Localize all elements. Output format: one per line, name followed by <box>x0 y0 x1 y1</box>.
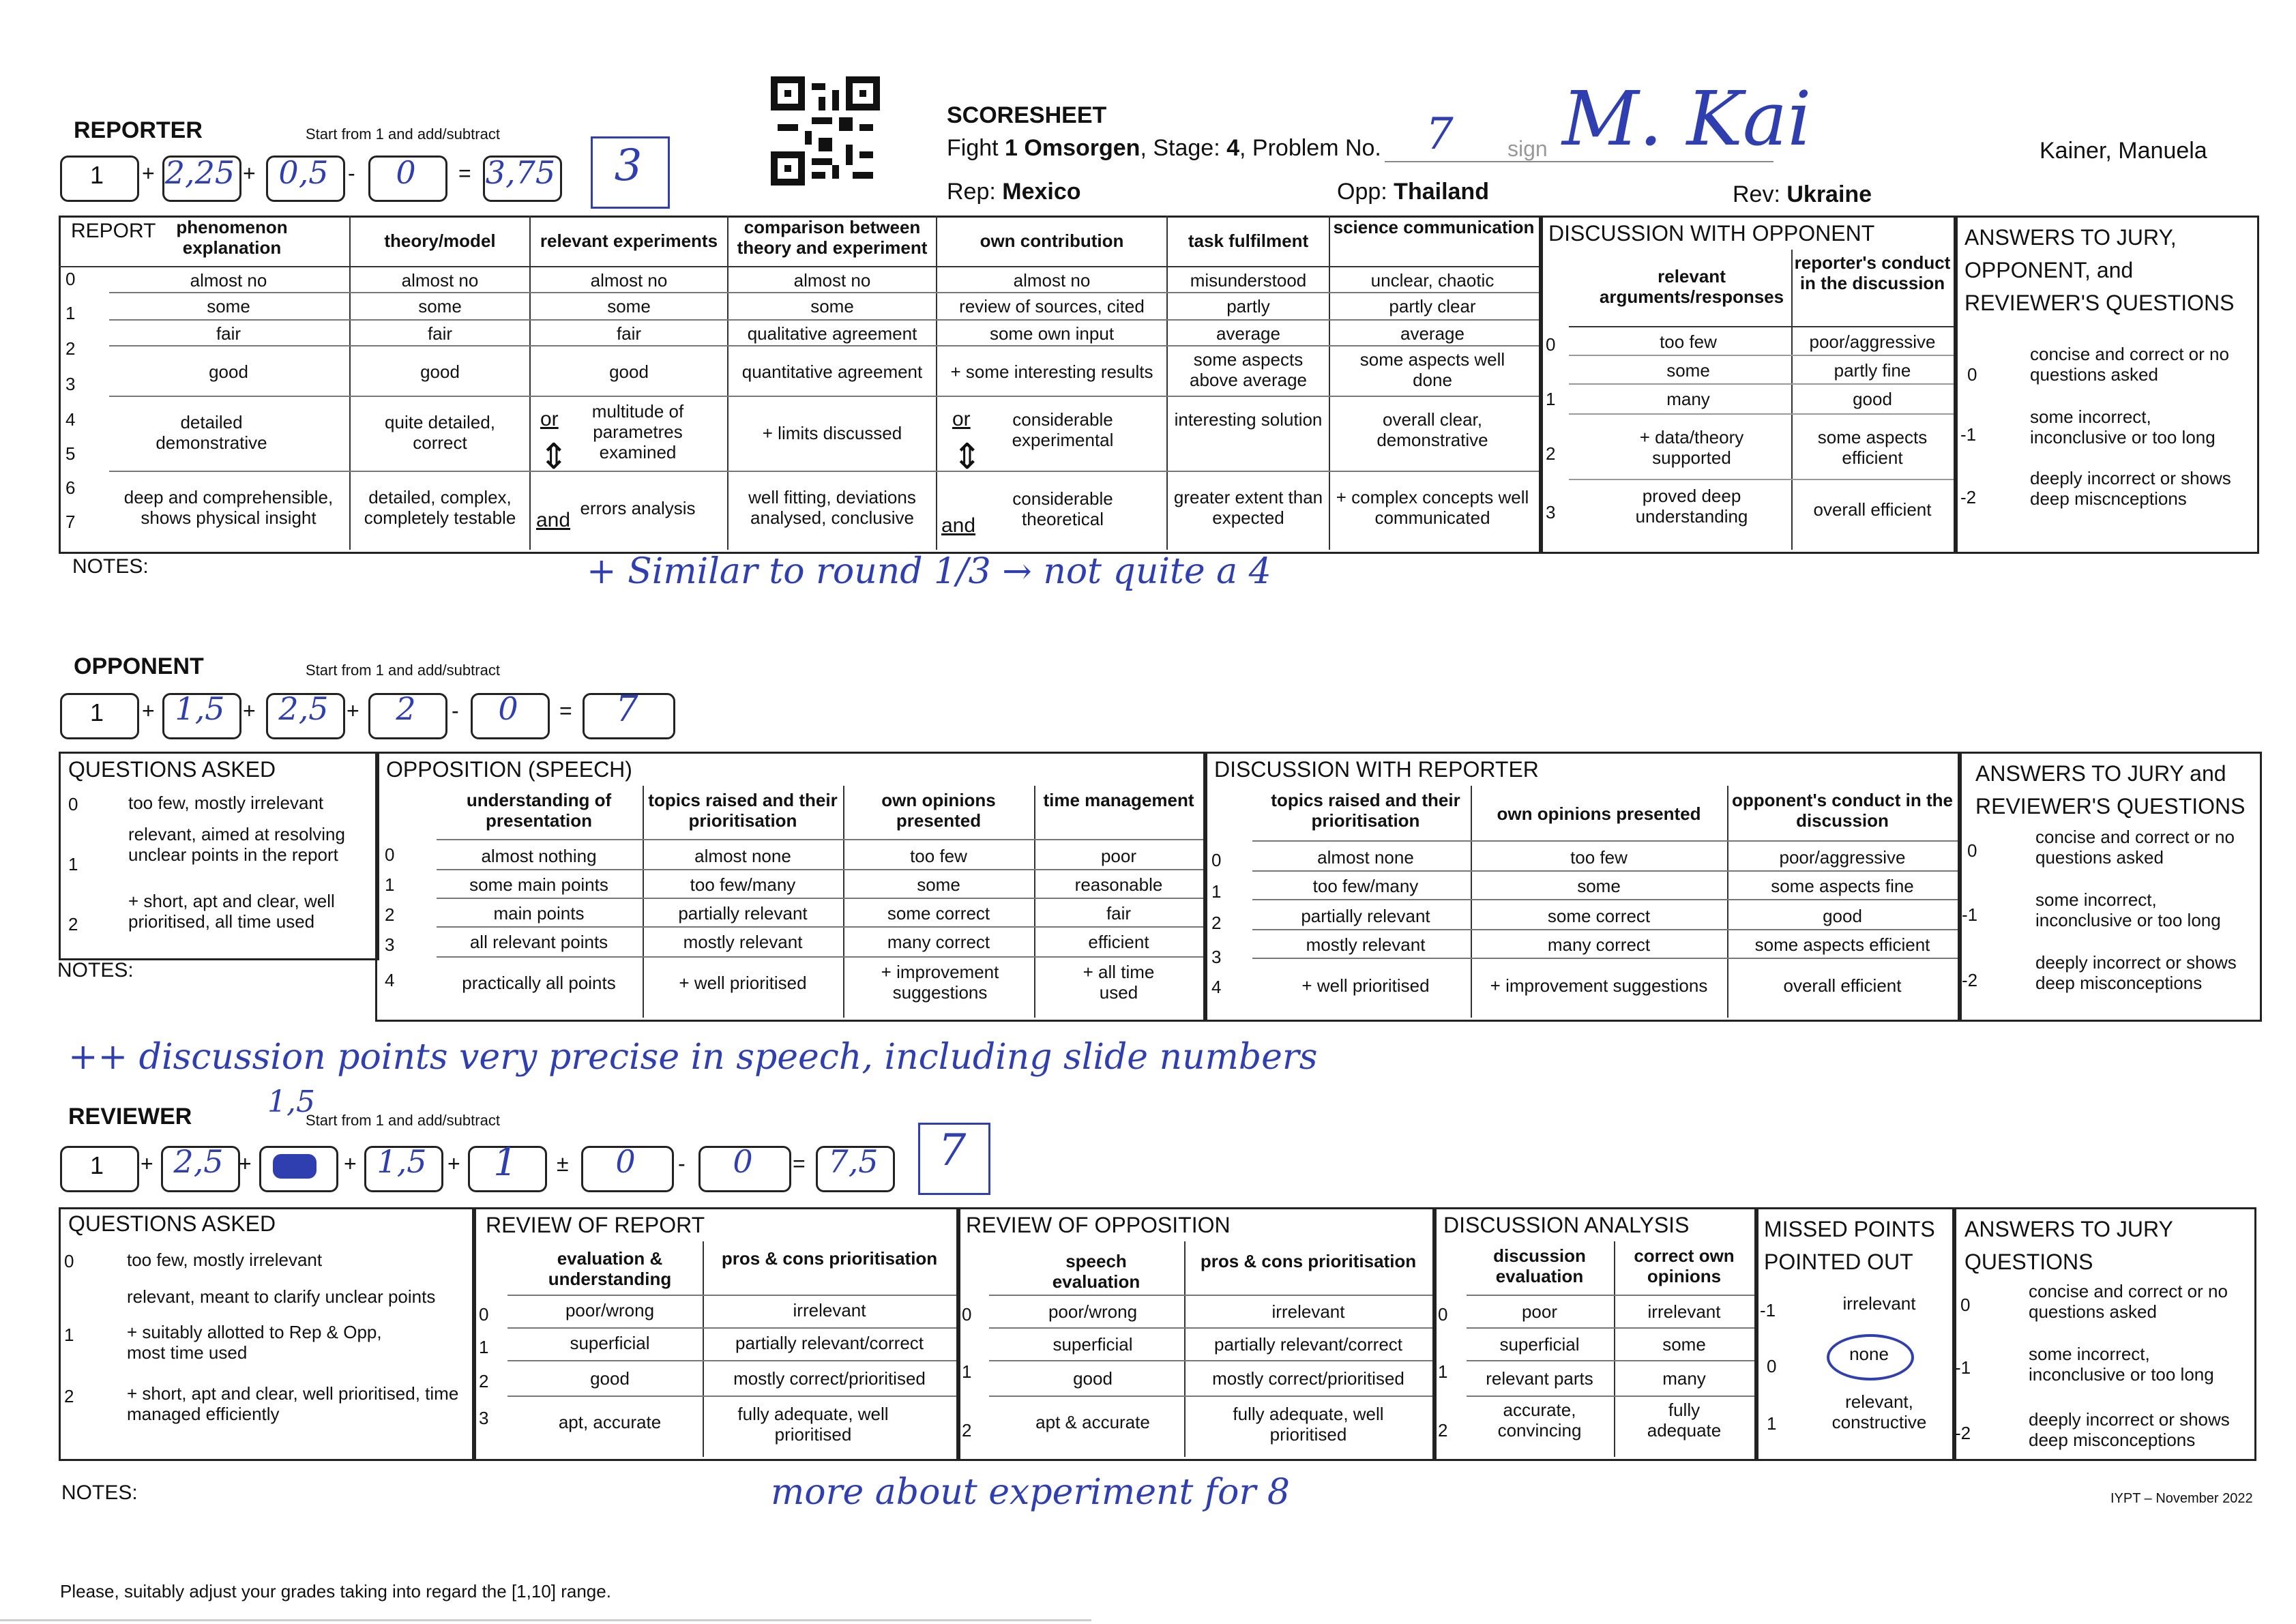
rr-cell: good <box>590 1368 630 1389</box>
opponent-grade2: 2,5 <box>278 690 329 727</box>
disc-rep-cell: partially relevant <box>1301 906 1430 926</box>
discussion-title: DISCUSSION WITH OPPONENT <box>1548 221 1875 246</box>
disc-rep-cell: poor/aggressive <box>1779 847 1906 868</box>
report-cell: detailed, complex, completely testable <box>364 487 516 528</box>
speech-cell: practically all points <box>462 973 616 993</box>
reviewer-grade4: 1 <box>493 1140 518 1185</box>
row-number: 1 <box>1438 1361 1448 1382</box>
juror-name: Kainer, Manuela <box>2040 138 2207 164</box>
report-cell: average <box>1216 323 1280 344</box>
ro-cell: partially relevant/correct <box>1214 1334 1402 1355</box>
ro-cell: fully adequate, well prioritised <box>1233 1404 1384 1445</box>
fight-line <box>947 135 1381 162</box>
report-cell: qualitative agreement <box>747 323 917 344</box>
speech-cell: some correct <box>887 903 990 924</box>
scribble-icon <box>273 1154 317 1179</box>
row-number: 3 <box>479 1408 489 1428</box>
disc-rep-cell: too few/many <box>1312 876 1419 896</box>
row-number: -1 <box>1962 904 1978 925</box>
report-col-header: own contribution <box>980 231 1124 251</box>
speech-cell: many correct <box>887 932 990 952</box>
answer-item: some incorrect, inconclusive or too long <box>2035 889 2221 930</box>
da-cell: some <box>1662 1334 1706 1355</box>
rep-label: Rep: <box>947 179 1003 205</box>
fight-num: 1 <box>1005 135 1018 161</box>
scoresheet-title: SCORESHEET <box>947 102 1107 128</box>
rr-cell: mostly correct/prioritised <box>733 1368 926 1389</box>
report-cell: some own input <box>989 323 1115 344</box>
row-number: 1 <box>68 854 78 874</box>
row-number: 2 <box>1438 1420 1448 1441</box>
rep-line <box>947 179 1081 205</box>
report-cell: overall clear, demonstrative <box>1377 409 1488 450</box>
row-number: 2 <box>65 338 76 359</box>
report-cell: unclear, chaotic <box>1370 270 1495 291</box>
report-table-title: REPORT <box>71 220 156 242</box>
report-cell: good <box>209 361 248 382</box>
report-cell: almost no <box>793 270 871 291</box>
opponent-start-hint: Start from 1 and add/subtract <box>306 662 500 679</box>
row-number: 0 <box>1967 364 1977 385</box>
report-cell: fair <box>427 323 453 344</box>
report-cell: partly <box>1226 296 1270 316</box>
row-number: 0 <box>962 1304 972 1325</box>
rr-cell: partially relevant/correct <box>735 1333 924 1353</box>
opponent-notes-hand: ++ discussion points very precise in speech, including slide numbers <box>68 1037 1318 1078</box>
row-number: 0 <box>479 1304 489 1325</box>
row-number: 1 <box>479 1337 489 1357</box>
row-number: 0 <box>64 1251 74 1271</box>
da-cell: irrelevant <box>1647 1301 1721 1322</box>
reviewer-grade3: 1,5 <box>377 1143 427 1180</box>
row-number: 1 <box>1767 1413 1777 1434</box>
stage-num: 4 <box>1226 135 1240 161</box>
mp-cell: none <box>1849 1344 1889 1364</box>
plus-sign: + <box>243 698 256 723</box>
stage-label: , Stage: <box>1140 135 1227 161</box>
plus-sign: + <box>344 1151 357 1176</box>
report-cell: deep and comprehensible, shows physical insight <box>123 487 334 528</box>
row-number: 3 <box>1211 947 1222 967</box>
report-cell: some aspects well done <box>1359 349 1505 390</box>
report-col-header: relevant experiments <box>540 231 718 251</box>
opp-answers-title: ANSWERS TO JURY and REVIEWER'S QUESTIONS <box>1975 761 2246 818</box>
speech-cell: + all time used <box>1083 962 1155 1003</box>
opponent-notes-label: NOTES: <box>57 959 134 981</box>
row-number: 0 <box>1211 850 1222 870</box>
plus-sign: + <box>142 698 155 723</box>
disc-rep-header: topics raised and their prioritisation <box>1271 790 1460 831</box>
rev-label: Rev: <box>1733 181 1787 207</box>
edition-label: IYPT – November 2022 <box>2110 1491 2253 1506</box>
disc-rep-cell: some aspects efficient <box>1754 934 1930 955</box>
equals-sign: = <box>559 698 572 723</box>
report-col-header: task fulfilment <box>1188 231 1309 251</box>
disc-rep-title: DISCUSSION WITH REPORTER <box>1214 757 1539 782</box>
disc-cell: many <box>1666 389 1710 409</box>
reporter-grade2: 0,5 <box>278 154 329 191</box>
row-number: -2 <box>1960 487 1977 507</box>
report-cell: greater extent than expected <box>1173 487 1323 528</box>
speech-cell: almost nothing <box>481 846 597 866</box>
report-cell: considerable theoretical <box>1012 488 1113 529</box>
bottom-line <box>0 1619 1091 1621</box>
sign-label: sign <box>1507 136 1548 161</box>
speech-cell: partially relevant <box>678 903 808 924</box>
row-number: 1 <box>64 1325 74 1345</box>
row-number: 0 <box>68 794 78 814</box>
reviewer-notes-label: NOTES: <box>61 1481 138 1504</box>
plus-sign: + <box>239 1151 252 1176</box>
speech-cell: + improvement suggestions <box>881 962 999 1003</box>
plus-minus-sign: ± <box>557 1151 569 1176</box>
row-number: 2 <box>962 1420 972 1441</box>
row-number: -2 <box>1955 1423 1971 1443</box>
question-item: + suitably allotted to Rep & Opp, most time used <box>127 1322 382 1363</box>
report-cell: quite detailed, correct <box>385 412 495 453</box>
disc-rep-cell: some aspects fine <box>1771 876 1914 896</box>
question-item: too few, mostly irrelevant <box>128 793 324 813</box>
report-cell: some <box>810 296 854 316</box>
rr-header: evaluation & understanding <box>548 1248 672 1289</box>
speech-header: time management <box>1043 790 1194 810</box>
row-number: 3 <box>385 934 395 955</box>
row-number: 7 <box>65 512 76 532</box>
row-number: 3 <box>65 374 76 394</box>
da-cell: accurate, convincing <box>1497 1400 1582 1441</box>
disc-rep-cell: + improvement suggestions <box>1490 975 1708 996</box>
disc-cell: some <box>1666 360 1710 381</box>
report-cell: some <box>418 296 462 316</box>
row-number: 2 <box>385 904 395 925</box>
reporter-grade1: 2,25 <box>164 154 235 191</box>
ro-cell: good <box>1073 1368 1113 1389</box>
row-number: 0 <box>1960 1295 1971 1315</box>
row-number: 2 <box>1546 443 1556 464</box>
question-item: + short, apt and clear, well prioritised, time managed efficiently <box>127 1383 459 1424</box>
juror-signature: M. Kai <box>1562 75 1812 162</box>
opponent-grade1: 1,5 <box>175 690 225 727</box>
reporter-total: 3,75 <box>485 154 556 191</box>
disc-cell: partly fine <box>1834 360 1911 381</box>
rr-title: REVIEW OF REPORT <box>486 1213 705 1237</box>
disc-rep-cell: mostly relevant <box>1306 934 1426 955</box>
opp-label: Opp: <box>1337 179 1394 205</box>
rr-cell: irrelevant <box>793 1300 866 1320</box>
rr-cell: fully adequate, well prioritised <box>737 1404 889 1445</box>
disc-cell: some aspects efficient <box>1817 427 1928 468</box>
opponent-grade4: 0 <box>498 690 518 727</box>
ro-header: pros & cons prioritisation <box>1200 1251 1417 1271</box>
ro-cell: mostly correct/prioritised <box>1212 1368 1404 1389</box>
rev-line <box>1733 181 1872 208</box>
minus-sign: - <box>452 698 459 723</box>
ro-title: REVIEW OF OPPOSITION <box>966 1213 1231 1237</box>
disc-rep-cell: + well prioritised <box>1301 975 1430 996</box>
report-cell: + limits discussed <box>762 423 902 443</box>
speech-cell: too few <box>910 846 967 866</box>
answer-item: deeply incorrect or shows deep misconceptions <box>2029 1409 2230 1450</box>
speech-cell: almost none <box>694 846 791 866</box>
question-item: relevant, aimed at resolving unclear points in the report <box>128 824 345 865</box>
disc-rep-header: own opinions presented <box>1497 803 1701 824</box>
opponent-total: 7 <box>615 689 638 730</box>
plus-sign: + <box>347 698 359 723</box>
speech-cell: mostly relevant <box>683 932 803 952</box>
mp-title: MISSED POINTS POINTED OUT <box>1764 1217 1935 1274</box>
reporter-grade3: 0 <box>396 154 416 191</box>
opponent-grade3: 2 <box>396 690 416 727</box>
answer-item: some incorrect, inconclusive or too long <box>2029 1344 2214 1385</box>
disc-cell: poor/aggressive <box>1809 331 1936 352</box>
speech-cell: some main points <box>469 874 608 895</box>
questions-title: QUESTIONS ASKED <box>68 757 276 782</box>
opp-line <box>1337 179 1489 205</box>
or-label: or <box>540 408 559 430</box>
fight-team: Omsorgen <box>1024 135 1140 161</box>
rr-cell: poor/wrong <box>565 1300 655 1320</box>
report-cell: some <box>207 296 250 316</box>
disc-header: reporter's conduct in the discussion <box>1794 252 1951 293</box>
report-col-header: phenomenon explanation <box>176 217 288 258</box>
speech-cell: too few/many <box>690 874 796 895</box>
plus-sign: + <box>447 1151 460 1176</box>
minus-sign: - <box>678 1151 686 1176</box>
opp-team: Thailand <box>1394 179 1489 205</box>
plus-sign: + <box>142 161 155 186</box>
plus-sign: + <box>243 161 256 186</box>
disc-cell: good <box>1853 389 1892 409</box>
ro-header: speech evaluation <box>1052 1251 1140 1292</box>
da-cell: poor <box>1521 1301 1558 1322</box>
rr-header: pros & cons prioritisation <box>721 1248 938 1269</box>
report-cell: quantitative agreement <box>741 361 923 382</box>
opponent-base: 1 <box>90 698 104 726</box>
rr-cell: superficial <box>570 1333 650 1353</box>
disc-cell: too few <box>1660 331 1717 352</box>
speech-cell: all relevant points <box>469 932 608 952</box>
report-cell: almost no <box>190 270 267 291</box>
qr-code <box>771 76 880 186</box>
speech-header: understanding of presentation <box>466 790 612 831</box>
reporter-base: 1 <box>90 161 104 189</box>
answer-item: concise and correct or no questions asked <box>2030 344 2229 385</box>
answer-item: concise and correct or no questions asked <box>2029 1281 2228 1322</box>
answers-title: ANSWERS TO JURY, OPPONENT, and REVIEWER'S QUESTIONS <box>1964 225 2235 315</box>
row-number: 2 <box>479 1371 489 1391</box>
row-number: 0 <box>1438 1304 1448 1325</box>
reviewer-grade5: 0 <box>615 1143 636 1180</box>
row-number: -1 <box>1955 1357 1971 1378</box>
footer-note: Please, suitably adjust your grades taking into regard the [1,10] range. <box>60 1581 611 1601</box>
report-cell: almost no <box>590 270 668 291</box>
da-title: DISCUSSION ANALYSIS <box>1443 1213 1690 1237</box>
fight-prefix: Fight <box>947 135 1005 161</box>
row-number: 1 <box>385 874 395 895</box>
da-cell: superficial <box>1499 1334 1580 1355</box>
disc-rep-cell: almost none <box>1317 847 1414 868</box>
report-cell: detailed demonstrative <box>156 412 267 453</box>
report-col-header: comparison between theory and experiment <box>737 217 928 258</box>
report-cell: partly clear <box>1389 296 1476 316</box>
report-cell: some aspects above average <box>1189 349 1308 390</box>
row-number: 5 <box>65 443 76 464</box>
reporter-notes-hand: + Similar to round 1/3 → not quite a 4 <box>587 551 1271 592</box>
speech-title: OPPOSITION (SPEECH) <box>386 757 632 782</box>
reviewer-grade6: 0 <box>733 1143 753 1180</box>
reporter-final: 3 <box>614 141 643 191</box>
problem-number-hand: 7 <box>1426 109 1454 160</box>
da-header: discussion evaluation <box>1493 1245 1586 1286</box>
reviewer-grade1: 2,5 <box>173 1143 224 1180</box>
ro-cell: superficial <box>1053 1334 1133 1355</box>
report-cell: errors analysis <box>580 498 696 518</box>
report-cell: considerable experimental <box>1012 409 1114 450</box>
report-cell: review of sources, cited <box>959 296 1145 316</box>
disc-rep-cell: overall efficient <box>1783 975 1902 996</box>
disc-cell: proved deep understanding <box>1635 486 1748 527</box>
report-cell: multitude of parametres examined <box>591 401 684 462</box>
report-cell: almost no <box>401 270 479 291</box>
speech-cell: efficient <box>1088 932 1149 952</box>
or-label: or <box>952 408 971 430</box>
da-cell: relevant parts <box>1486 1368 1593 1389</box>
da-cell: many <box>1662 1368 1706 1389</box>
reviewer-hand-above: 1,5 <box>267 1084 315 1119</box>
disc-header: relevant arguments/responses <box>1599 266 1784 307</box>
da-cell: fully adequate <box>1647 1400 1722 1441</box>
speech-cell: fair <box>1106 903 1132 924</box>
answer-item: concise and correct or no questions asked <box>2035 827 2235 868</box>
report-cell: some <box>607 296 651 316</box>
row-number: -2 <box>1962 970 1978 990</box>
row-number: 2 <box>68 914 78 934</box>
row-number: 1 <box>65 303 76 323</box>
speech-cell: poor <box>1100 846 1137 866</box>
question-item: too few, mostly irrelevant <box>127 1250 323 1270</box>
reviewer-notes-hand: more about experiment for 8 <box>771 1472 1290 1513</box>
row-number: 1 <box>1546 389 1556 409</box>
and-label: and <box>941 514 976 537</box>
report-cell: good <box>609 361 649 382</box>
speech-header: topics raised and their prioritisation <box>648 790 838 831</box>
reviewer-base: 1 <box>90 1151 104 1179</box>
row-number: 0 <box>385 844 395 865</box>
plus-sign: + <box>141 1151 153 1176</box>
row-number: 4 <box>65 409 76 430</box>
report-cell: almost no <box>1013 270 1091 291</box>
ro-cell: poor/wrong <box>1048 1301 1138 1322</box>
report-col-header: science communication <box>1333 217 1535 237</box>
disc-cell: + data/theory supported <box>1639 427 1744 468</box>
row-number: 2 <box>1211 913 1222 933</box>
ro-cell: apt & accurate <box>1035 1412 1150 1432</box>
answer-item: deeply incorrect or shows deep miscnceptions <box>2030 468 2231 509</box>
row-number: -1 <box>1760 1300 1776 1320</box>
answer-item: deeply incorrect or shows deep misconceptions <box>2035 952 2237 993</box>
disc-cell: overall efficient <box>1813 499 1932 520</box>
speech-cell: + well prioritised <box>679 973 807 993</box>
report-cell: fair <box>616 323 642 344</box>
row-number: 4 <box>385 970 395 990</box>
disc-rep-cell: some <box>1577 876 1621 896</box>
report-cell: fair <box>216 323 241 344</box>
row-number: 6 <box>65 477 76 498</box>
rr-cell: apt, accurate <box>558 1412 662 1432</box>
report-cell: good <box>420 361 460 382</box>
report-cell: well fitting, deviations analysed, conclusive <box>748 487 916 528</box>
speech-cell: main points <box>493 903 585 924</box>
speech-cell: reasonable <box>1074 874 1163 895</box>
equals-sign: = <box>793 1151 806 1176</box>
disc-rep-header: opponent's conduct in the discussion <box>1732 790 1953 831</box>
opponent-title: OPPONENT <box>74 653 204 679</box>
report-cell: + complex concepts well communicated <box>1336 487 1529 528</box>
row-number: 0 <box>65 269 76 289</box>
rep-team: Mexico <box>1002 179 1081 205</box>
disc-rep-cell: many correct <box>1547 934 1651 955</box>
report-cell: misunderstood <box>1190 270 1307 291</box>
reviewer-title: REVIEWER <box>68 1104 192 1130</box>
and-label: and <box>536 509 571 531</box>
question-item: relevant, meant to clarify unclear points <box>127 1286 436 1307</box>
row-number: 0 <box>1967 840 1977 861</box>
row-number: 2 <box>64 1386 74 1406</box>
updown-arrow-icon: ⇕ <box>952 437 982 477</box>
row-number: 1 <box>1211 881 1222 902</box>
problem-label: , Problem No. <box>1239 135 1381 161</box>
updown-arrow-icon: ⇕ <box>539 437 569 477</box>
da-header: correct own opinions <box>1634 1245 1735 1286</box>
reviewer-final: 7 <box>938 1125 967 1176</box>
report-col-header: theory/model <box>384 231 496 251</box>
row-number: 0 <box>1767 1356 1777 1376</box>
equals-sign: = <box>458 161 471 186</box>
disc-rep-cell: some correct <box>1547 906 1651 926</box>
disc-rep-cell: too few <box>1570 847 1628 868</box>
minus-sign: - <box>348 161 355 186</box>
row-number: 4 <box>1211 977 1222 997</box>
rev-questions-title: QUESTIONS ASKED <box>68 1211 276 1236</box>
disc-rep-cell: good <box>1823 906 1862 926</box>
row-number: -1 <box>1960 424 1977 445</box>
reviewer-start-hint: Start from 1 and add/subtract <box>306 1112 500 1129</box>
mp-cell: relevant, constructive <box>1831 1391 1927 1432</box>
speech-header: own opinions presented <box>881 790 996 831</box>
speech-cell: some <box>917 874 960 895</box>
reporter-notes-label: NOTES: <box>72 555 149 578</box>
reporter-title: REPORTER <box>74 117 203 143</box>
report-cell: interesting solution <box>1174 409 1323 430</box>
mp-cell: irrelevant <box>1842 1293 1916 1314</box>
rev-answers-title: ANSWERS TO JURY QUESTIONS <box>1964 1217 2173 1274</box>
answer-item: some incorrect, inconclusive or too long <box>2030 407 2216 447</box>
question-item: + short, apt and clear, well prioritised, all time used <box>128 891 335 932</box>
reporter-start-hint: Start from 1 and add/subtract <box>306 126 500 143</box>
row-number: 3 <box>1546 502 1556 522</box>
ro-cell: irrelevant <box>1271 1301 1345 1322</box>
reviewer-total: 7,5 <box>828 1143 879 1180</box>
rev-team: Ukraine <box>1786 181 1872 207</box>
report-cell: + some interesting results <box>950 361 1153 382</box>
row-number: 1 <box>962 1361 972 1382</box>
report-cell: average <box>1400 323 1465 344</box>
row-number: 0 <box>1546 334 1556 355</box>
